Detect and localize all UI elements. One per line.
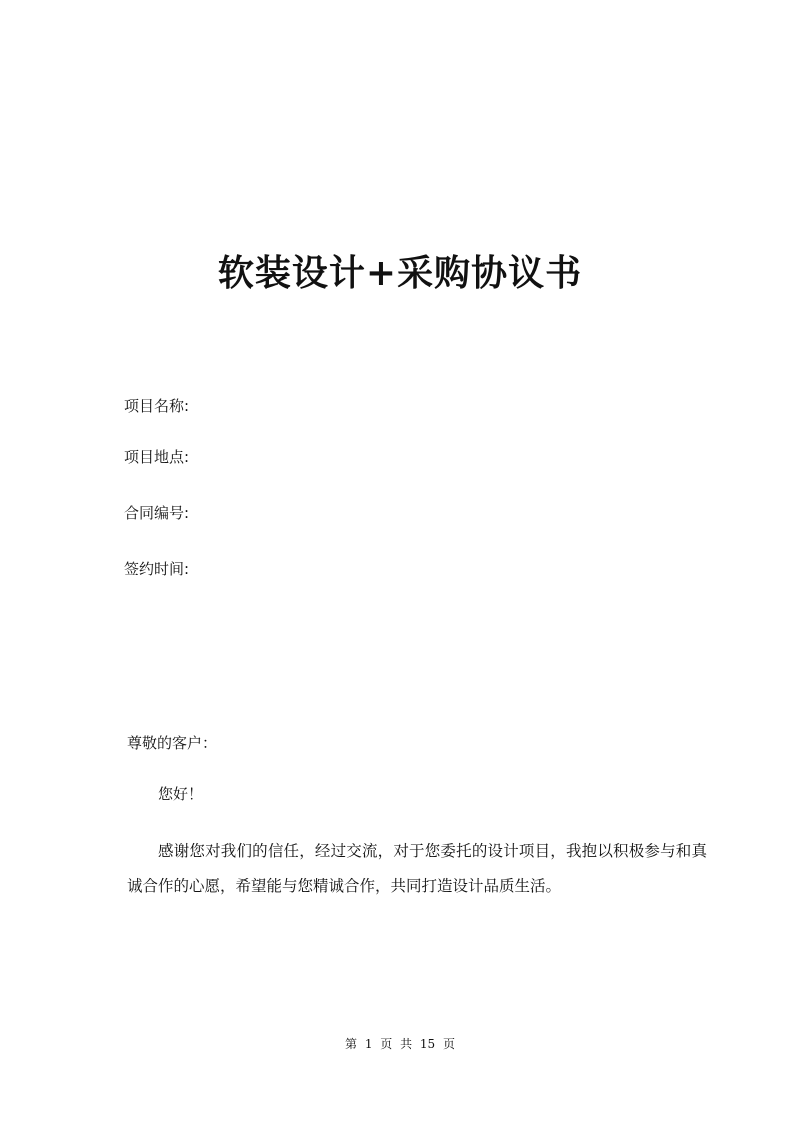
document-title: 软装设计+采购协议书 xyxy=(217,252,583,294)
letter-paragraph: 感谢您对我们的信任，经过交流，对于您委托的设计项目，我抱以积极参与和真诚合作的心愿，希望能与您精诚合作，共同打造设计品质生活。 xyxy=(127,842,707,895)
signing-time-label: 签约时间: xyxy=(124,560,190,578)
project-name-label: 项目名称: xyxy=(124,397,190,415)
project-location-label: 项目地点: xyxy=(124,448,190,466)
contract-number-label: 合同编号: xyxy=(124,504,190,522)
page-footer: 第 1 页 共 15 页 xyxy=(345,1037,455,1051)
letter-greeting: 您好！ xyxy=(158,785,204,803)
letter-salutation: 尊敬的客户： xyxy=(127,734,218,752)
